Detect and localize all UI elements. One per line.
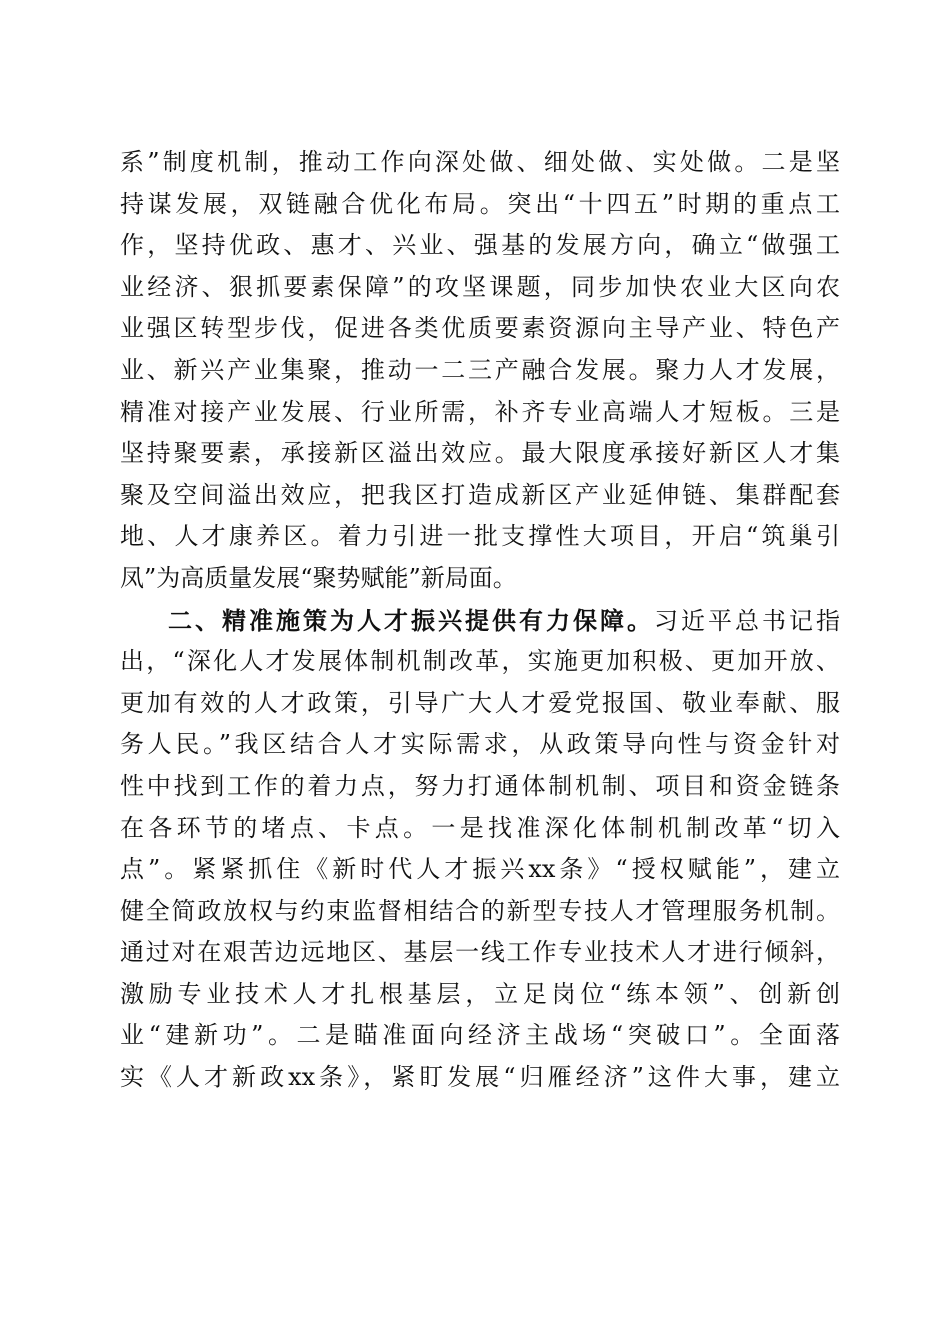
text-line: 持谋发展，双链融合优化布局。突出“十四五”时期的重点工 [120,189,840,218]
section-heading-line [120,600,840,642]
text-line: 点”。紧紧抓住《新时代人才振兴xx条》“授权赋能”，建立 [120,855,840,884]
text-line: 实《人才新政xx条》，紧盯发展“归雁经济”这件大事，建立 [120,1063,840,1092]
text-line: 地、人才康养区。着力引进一批支撑性大项目，开启“筑巢引 [120,522,840,551]
text-line: 坚持聚要素，承接新区溢出效应。最大限度承接好新区人才集 [120,439,840,468]
text-line: 性中找到工作的着力点，努力打通体制机制、项目和资金链条 [120,771,840,800]
text-line: 凤”为高质量发展“聚势赋能”新局面。 [120,563,517,592]
text-line: 业经济、狠抓要素保障”的攻坚课题，同步加快农业大区向农 [120,272,840,301]
text-line: 聚及空间溢出效应，把我区打造成新区产业延伸链、集群配套 [120,480,840,509]
text-line: 业、新兴产业集聚，推动一二三产融合发展。聚力人才发展， [120,355,840,384]
body-text [120,142,840,1099]
text-line: 作，坚持优政、惠才、兴业、强基的发展方向，确立“做强工 [120,231,840,260]
paragraph-1 [120,142,840,600]
paragraph-2 [120,600,840,1099]
text-line: 出，“深化人才发展体制机制改革，实施更加积极、更加开放、 [120,647,840,676]
text-line: 通过对在艰苦边远地区、基层一线工作专业技术人才进行倾斜， [120,938,840,967]
text-line: 精准对接产业发展、行业所需，补齐专业高端人才短板。三是 [120,397,840,426]
text-line: 健全简政放权与约束监督相结合的新型专技人才管理服务机制。 [120,896,840,925]
section-heading: 二、精准施策为人才振兴提供有力保障。 [168,605,654,635]
text-line: 业强区转型步伐，促进各类优质要素资源向主导产业、特色产 [120,314,840,343]
text-line: 业“建新功”。二是瞄准面向经济主战场“突破口”。全面落 [120,1021,840,1050]
heading-line-text: 习近平总书记指 [654,606,840,635]
text-line: 在各环节的堵点、卡点。一是找准深化体制机制改革“切入 [120,813,840,842]
text-line: 激励专业技术人才扎根基层，立足岗位“练本领”、创新创 [120,979,840,1008]
text-line: 更加有效的人才政策，引导广大人才爱党报国、敬业奉献、服 [120,688,840,717]
text-line: 务人民。”我区结合人才实际需求，从政策导向性与资金针对 [120,730,840,759]
text-line: 系”制度机制，推动工作向深处做、细处做、实处做。二是坚 [120,148,840,176]
